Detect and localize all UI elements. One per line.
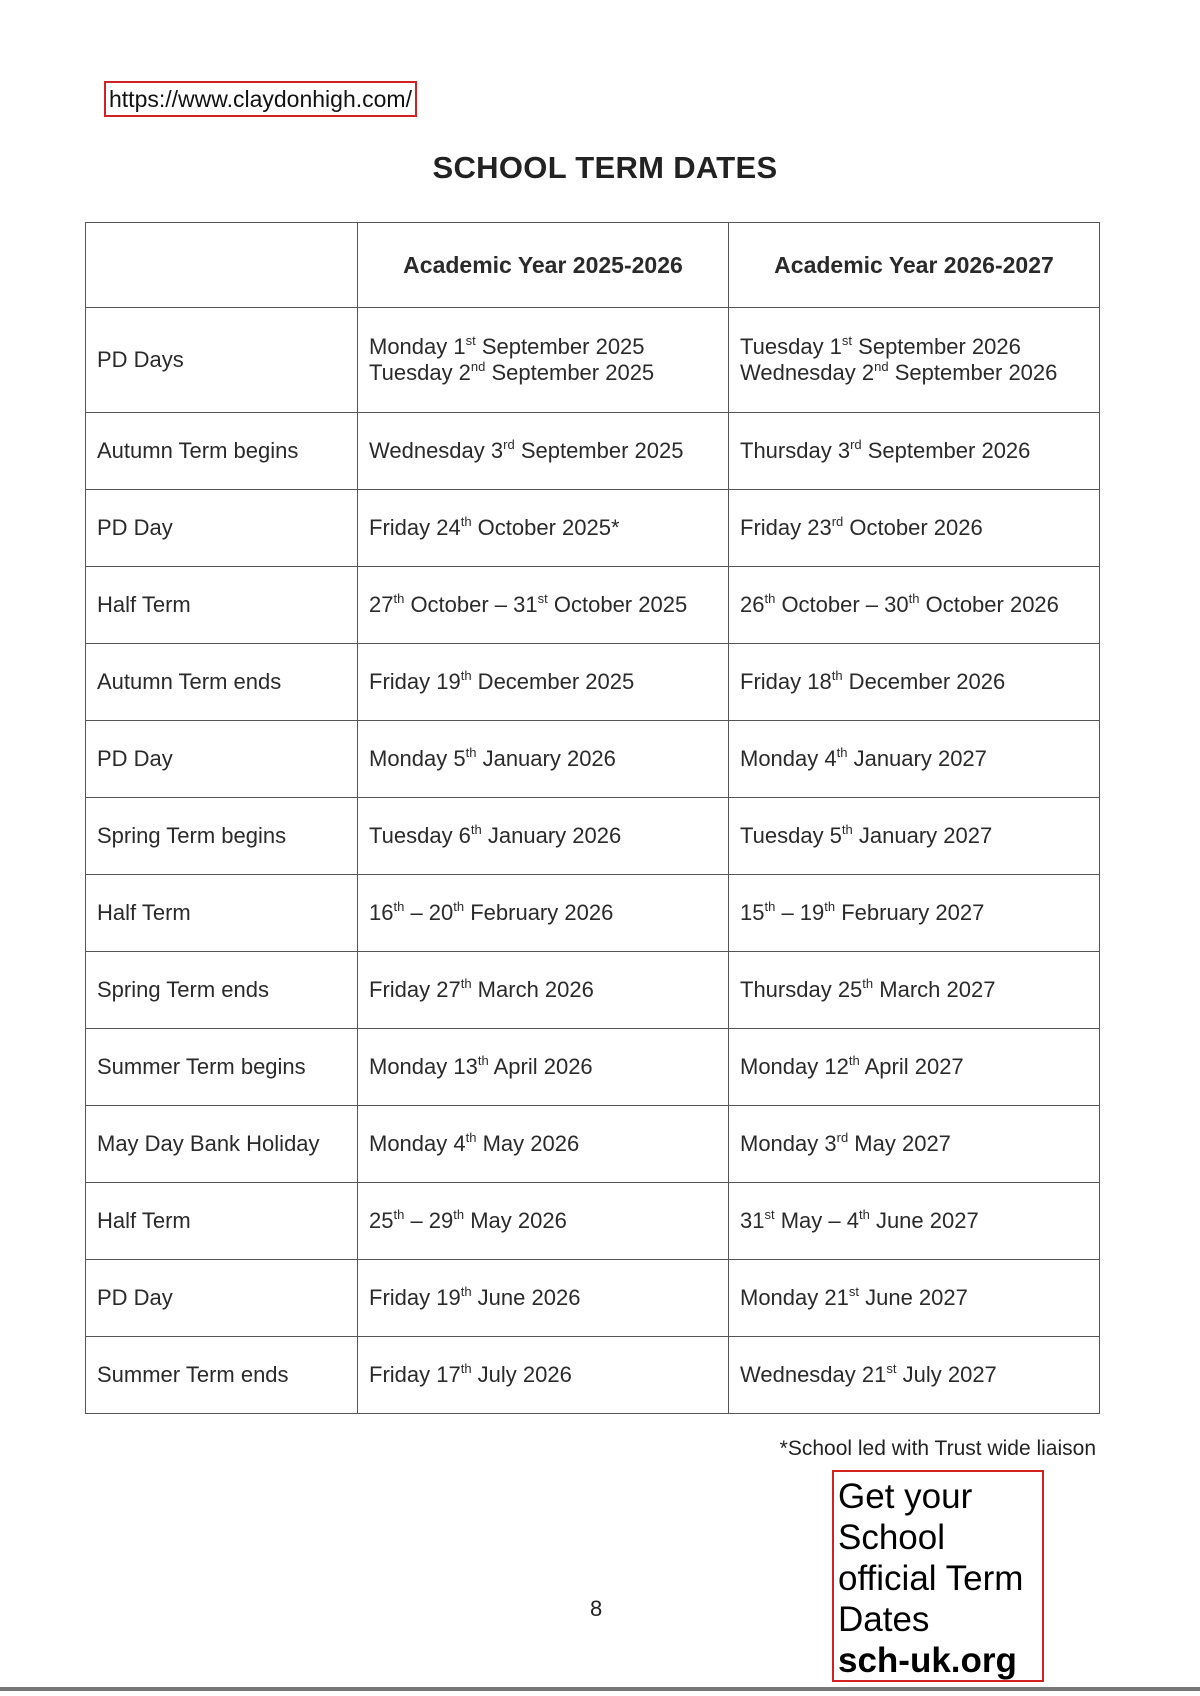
date-text: October 2026 bbox=[919, 592, 1059, 617]
event-label: Summer Term begins bbox=[86, 1029, 358, 1106]
date-line bbox=[369, 669, 717, 695]
date-line bbox=[369, 900, 717, 926]
date-2025-2026 bbox=[358, 875, 729, 952]
date-text: Monday 4 bbox=[740, 746, 837, 771]
date-2025-2026 bbox=[358, 490, 729, 567]
date-line bbox=[369, 592, 717, 618]
date-2025-2026 bbox=[358, 1106, 729, 1183]
date-text: May 2027 bbox=[848, 1131, 951, 1156]
date-2025-2026 bbox=[358, 413, 729, 490]
date-2026-2027 bbox=[729, 308, 1100, 413]
date-text: Thursday 25 bbox=[740, 977, 863, 1002]
date-text: April 2026 bbox=[488, 1054, 593, 1079]
table-row bbox=[86, 1260, 1100, 1337]
date-text: February 2026 bbox=[464, 900, 614, 925]
event-label: Autumn Term begins bbox=[86, 413, 358, 490]
table-row bbox=[86, 1337, 1100, 1414]
table-row bbox=[86, 798, 1100, 875]
date-line bbox=[740, 592, 1088, 618]
date-2025-2026 bbox=[358, 952, 729, 1029]
ordinal-suffix: rd bbox=[831, 514, 844, 529]
date-2025-2026 bbox=[358, 798, 729, 875]
date-2025-2026 bbox=[358, 644, 729, 721]
date-text: January 2026 bbox=[476, 746, 616, 771]
date-line bbox=[369, 823, 717, 849]
ordinal-suffix: st bbox=[848, 1284, 859, 1299]
date-text: Tuesday 1 bbox=[740, 334, 842, 359]
date-text: January 2026 bbox=[481, 823, 622, 848]
promo-line: Get your bbox=[838, 1477, 973, 1516]
date-line bbox=[740, 900, 1088, 926]
event-label: Autumn Term ends bbox=[86, 644, 358, 721]
date-text: December 2025 bbox=[471, 669, 635, 694]
event-label: Summer Term ends bbox=[86, 1337, 358, 1414]
date-2025-2026 bbox=[358, 1029, 729, 1106]
date-text: Wednesday 2 bbox=[740, 360, 875, 385]
ordinal-suffix: th bbox=[465, 1130, 477, 1145]
ordinal-suffix: st bbox=[841, 333, 853, 348]
ordinal-suffix: th bbox=[824, 899, 836, 914]
ordinal-suffix: th bbox=[477, 1053, 489, 1068]
date-line bbox=[740, 1362, 1088, 1388]
date-text: 31 bbox=[740, 1208, 765, 1233]
date-text: January 2027 bbox=[852, 823, 993, 848]
table-row bbox=[86, 721, 1100, 798]
header-empty-cell bbox=[86, 223, 358, 308]
date-line bbox=[369, 1285, 717, 1311]
date-line bbox=[369, 334, 717, 360]
date-2025-2026 bbox=[358, 1337, 729, 1414]
date-text: Tuesday 5 bbox=[740, 823, 842, 848]
footnote: *School led with Trust wide liaison bbox=[779, 1437, 1096, 1460]
date-text: Monday 3 bbox=[740, 1131, 837, 1156]
date-text: September 2026 bbox=[861, 438, 1031, 463]
date-2026-2027 bbox=[729, 952, 1100, 1029]
event-label: PD Day bbox=[86, 1260, 358, 1337]
date-line bbox=[369, 746, 717, 772]
date-2026-2027 bbox=[729, 567, 1100, 644]
date-text: February 2027 bbox=[835, 900, 985, 925]
ordinal-suffix: th bbox=[460, 514, 472, 529]
ordinal-suffix: th bbox=[831, 668, 843, 683]
date-text: Monday 13 bbox=[369, 1054, 478, 1079]
date-line bbox=[369, 977, 717, 1003]
date-line bbox=[740, 438, 1088, 464]
header-year-2026-2027: Academic Year 2026-2027 bbox=[729, 223, 1100, 308]
ordinal-suffix: th bbox=[460, 976, 472, 991]
ordinal-suffix: th bbox=[841, 822, 853, 837]
date-text: June 2027 bbox=[858, 1285, 968, 1310]
date-line bbox=[740, 334, 1088, 360]
date-text: May 2026 bbox=[476, 1131, 580, 1156]
date-text: 27 bbox=[369, 592, 394, 617]
date-text: – 29 bbox=[404, 1208, 454, 1233]
table-row bbox=[86, 1106, 1100, 1183]
date-line bbox=[740, 746, 1088, 772]
ordinal-suffix: rd bbox=[850, 437, 862, 452]
header-year-2025-2026: Academic Year 2025-2026 bbox=[358, 223, 729, 308]
ordinal-suffix: th bbox=[465, 745, 477, 760]
date-text: June 2027 bbox=[869, 1208, 979, 1233]
event-label: PD Day bbox=[86, 721, 358, 798]
table-row bbox=[86, 413, 1100, 490]
ordinal-suffix: nd bbox=[470, 359, 486, 374]
date-line bbox=[740, 669, 1088, 695]
date-text: October – 30 bbox=[775, 592, 909, 617]
ordinal-suffix: th bbox=[862, 976, 874, 991]
source-url[interactable]: https://www.claydonhigh.com/ bbox=[104, 81, 417, 117]
date-line bbox=[740, 360, 1088, 386]
ordinal-suffix: st bbox=[886, 1361, 897, 1376]
ordinal-suffix: th bbox=[908, 591, 920, 606]
date-line bbox=[740, 1054, 1088, 1080]
date-text: – 20 bbox=[404, 900, 454, 925]
term-dates-table bbox=[85, 222, 1100, 1414]
ordinal-suffix: th bbox=[393, 899, 405, 914]
date-line bbox=[369, 515, 717, 541]
event-label: Half Term bbox=[86, 567, 358, 644]
date-line bbox=[369, 438, 717, 464]
ordinal-suffix: th bbox=[460, 1361, 472, 1376]
date-2026-2027 bbox=[729, 490, 1100, 567]
date-line bbox=[369, 1362, 717, 1388]
date-text: June 2026 bbox=[471, 1285, 581, 1310]
date-text: Monday 21 bbox=[740, 1285, 849, 1310]
date-text: Thursday 3 bbox=[740, 438, 851, 463]
date-text: Tuesday 2 bbox=[369, 360, 471, 385]
page-number: 8 bbox=[590, 1596, 603, 1621]
date-text: October – 31 bbox=[404, 592, 538, 617]
date-2025-2026 bbox=[358, 1183, 729, 1260]
ordinal-suffix: th bbox=[836, 745, 848, 760]
ordinal-suffix: th bbox=[393, 1207, 405, 1222]
table-header-row bbox=[86, 223, 1100, 308]
date-line bbox=[740, 515, 1088, 541]
date-text: Monday 1 bbox=[369, 334, 466, 359]
date-2025-2026 bbox=[358, 1260, 729, 1337]
table-row bbox=[86, 952, 1100, 1029]
date-text: September 2025 bbox=[485, 360, 655, 385]
event-label: PD Days bbox=[86, 308, 358, 413]
date-text: Monday 5 bbox=[369, 746, 466, 771]
date-text: Monday 12 bbox=[740, 1054, 849, 1079]
date-line bbox=[369, 360, 717, 386]
date-text: Wednesday 3 bbox=[369, 438, 504, 463]
date-2025-2026 bbox=[358, 308, 729, 413]
promo-line: Dates bbox=[838, 1600, 930, 1639]
date-text: March 2027 bbox=[873, 977, 996, 1002]
date-text: September 2025 bbox=[514, 438, 684, 463]
ordinal-suffix: rd bbox=[836, 1130, 849, 1145]
date-line bbox=[369, 1054, 717, 1080]
ordinal-suffix: st bbox=[465, 333, 476, 348]
event-label: Half Term bbox=[86, 1183, 358, 1260]
ordinal-suffix: th bbox=[460, 1284, 472, 1299]
date-text: Friday 17 bbox=[369, 1362, 461, 1387]
ordinal-suffix: rd bbox=[503, 437, 515, 452]
date-text: Friday 19 bbox=[369, 1285, 461, 1310]
date-text: September 2026 bbox=[888, 360, 1058, 385]
event-label: Half Term bbox=[86, 875, 358, 952]
event-label: Spring Term begins bbox=[86, 798, 358, 875]
date-text: 26 bbox=[740, 592, 765, 617]
date-line bbox=[369, 1208, 717, 1234]
promo-line: official Term bbox=[838, 1559, 1024, 1598]
table-row bbox=[86, 1183, 1100, 1260]
date-text: January 2027 bbox=[847, 746, 987, 771]
date-2026-2027 bbox=[729, 721, 1100, 798]
date-text: Friday 24 bbox=[369, 515, 461, 540]
date-text: May 2026 bbox=[464, 1208, 567, 1233]
date-2026-2027 bbox=[729, 413, 1100, 490]
date-2026-2027 bbox=[729, 1029, 1100, 1106]
table-row bbox=[86, 567, 1100, 644]
table-row bbox=[86, 644, 1100, 721]
ordinal-suffix: th bbox=[764, 899, 776, 914]
date-line bbox=[740, 1285, 1088, 1311]
date-text: March 2026 bbox=[471, 977, 594, 1002]
date-line bbox=[740, 1208, 1088, 1234]
ordinal-suffix: th bbox=[858, 1207, 870, 1222]
date-text: 15 bbox=[740, 900, 765, 925]
date-text: Tuesday 6 bbox=[369, 823, 471, 848]
date-text: July 2027 bbox=[896, 1362, 997, 1387]
date-text: October 2026 bbox=[843, 515, 983, 540]
date-text: October 2025 bbox=[547, 592, 688, 617]
bottom-rule bbox=[0, 1687, 1200, 1691]
date-2026-2027 bbox=[729, 1260, 1100, 1337]
ordinal-suffix: st bbox=[537, 591, 548, 606]
event-label: PD Day bbox=[86, 490, 358, 567]
event-label: Spring Term ends bbox=[86, 952, 358, 1029]
date-line bbox=[369, 1131, 717, 1157]
date-text: Monday 4 bbox=[369, 1131, 466, 1156]
table-row bbox=[86, 308, 1100, 413]
ordinal-suffix: th bbox=[470, 822, 482, 837]
ordinal-suffix: th bbox=[848, 1053, 860, 1068]
event-label: May Day Bank Holiday bbox=[86, 1106, 358, 1183]
promo-box[interactable] bbox=[832, 1470, 1044, 1682]
ordinal-suffix: th bbox=[460, 668, 472, 683]
date-line bbox=[740, 977, 1088, 1003]
page-title: SCHOOL TERM DATES bbox=[432, 150, 778, 185]
ordinal-suffix: th bbox=[764, 591, 776, 606]
date-2025-2026 bbox=[358, 721, 729, 798]
ordinal-suffix: th bbox=[453, 1207, 465, 1222]
date-2026-2027 bbox=[729, 1183, 1100, 1260]
date-text: October 2025* bbox=[471, 515, 620, 540]
date-text: 25 bbox=[369, 1208, 394, 1233]
ordinal-suffix: th bbox=[453, 899, 465, 914]
date-2026-2027 bbox=[729, 875, 1100, 952]
ordinal-suffix: st bbox=[764, 1207, 775, 1222]
date-line bbox=[740, 823, 1088, 849]
date-text: Wednesday 21 bbox=[740, 1362, 887, 1387]
date-text: April 2027 bbox=[859, 1054, 964, 1079]
date-2025-2026 bbox=[358, 567, 729, 644]
date-2026-2027 bbox=[729, 798, 1100, 875]
promo-site-link[interactable]: sch-uk.org bbox=[838, 1641, 1017, 1680]
table-row bbox=[86, 490, 1100, 567]
date-2026-2027 bbox=[729, 1106, 1100, 1183]
date-text: 16 bbox=[369, 900, 394, 925]
promo-line: School bbox=[838, 1518, 946, 1557]
date-line bbox=[740, 1131, 1088, 1157]
date-text: May – 4 bbox=[774, 1208, 859, 1233]
date-2026-2027 bbox=[729, 1337, 1100, 1414]
date-text: September 2026 bbox=[852, 334, 1021, 359]
date-2026-2027 bbox=[729, 644, 1100, 721]
date-text: September 2025 bbox=[475, 334, 645, 359]
date-text: Friday 18 bbox=[740, 669, 832, 694]
date-text: December 2026 bbox=[842, 669, 1006, 694]
ordinal-suffix: th bbox=[393, 591, 405, 606]
table-body bbox=[86, 308, 1100, 1414]
date-text: Friday 19 bbox=[369, 669, 461, 694]
date-text: July 2026 bbox=[471, 1362, 572, 1387]
date-text: Friday 23 bbox=[740, 515, 832, 540]
ordinal-suffix: nd bbox=[874, 359, 889, 374]
table-row bbox=[86, 875, 1100, 952]
table-row bbox=[86, 1029, 1100, 1106]
date-text: – 19 bbox=[775, 900, 825, 925]
date-text: Friday 27 bbox=[369, 977, 461, 1002]
